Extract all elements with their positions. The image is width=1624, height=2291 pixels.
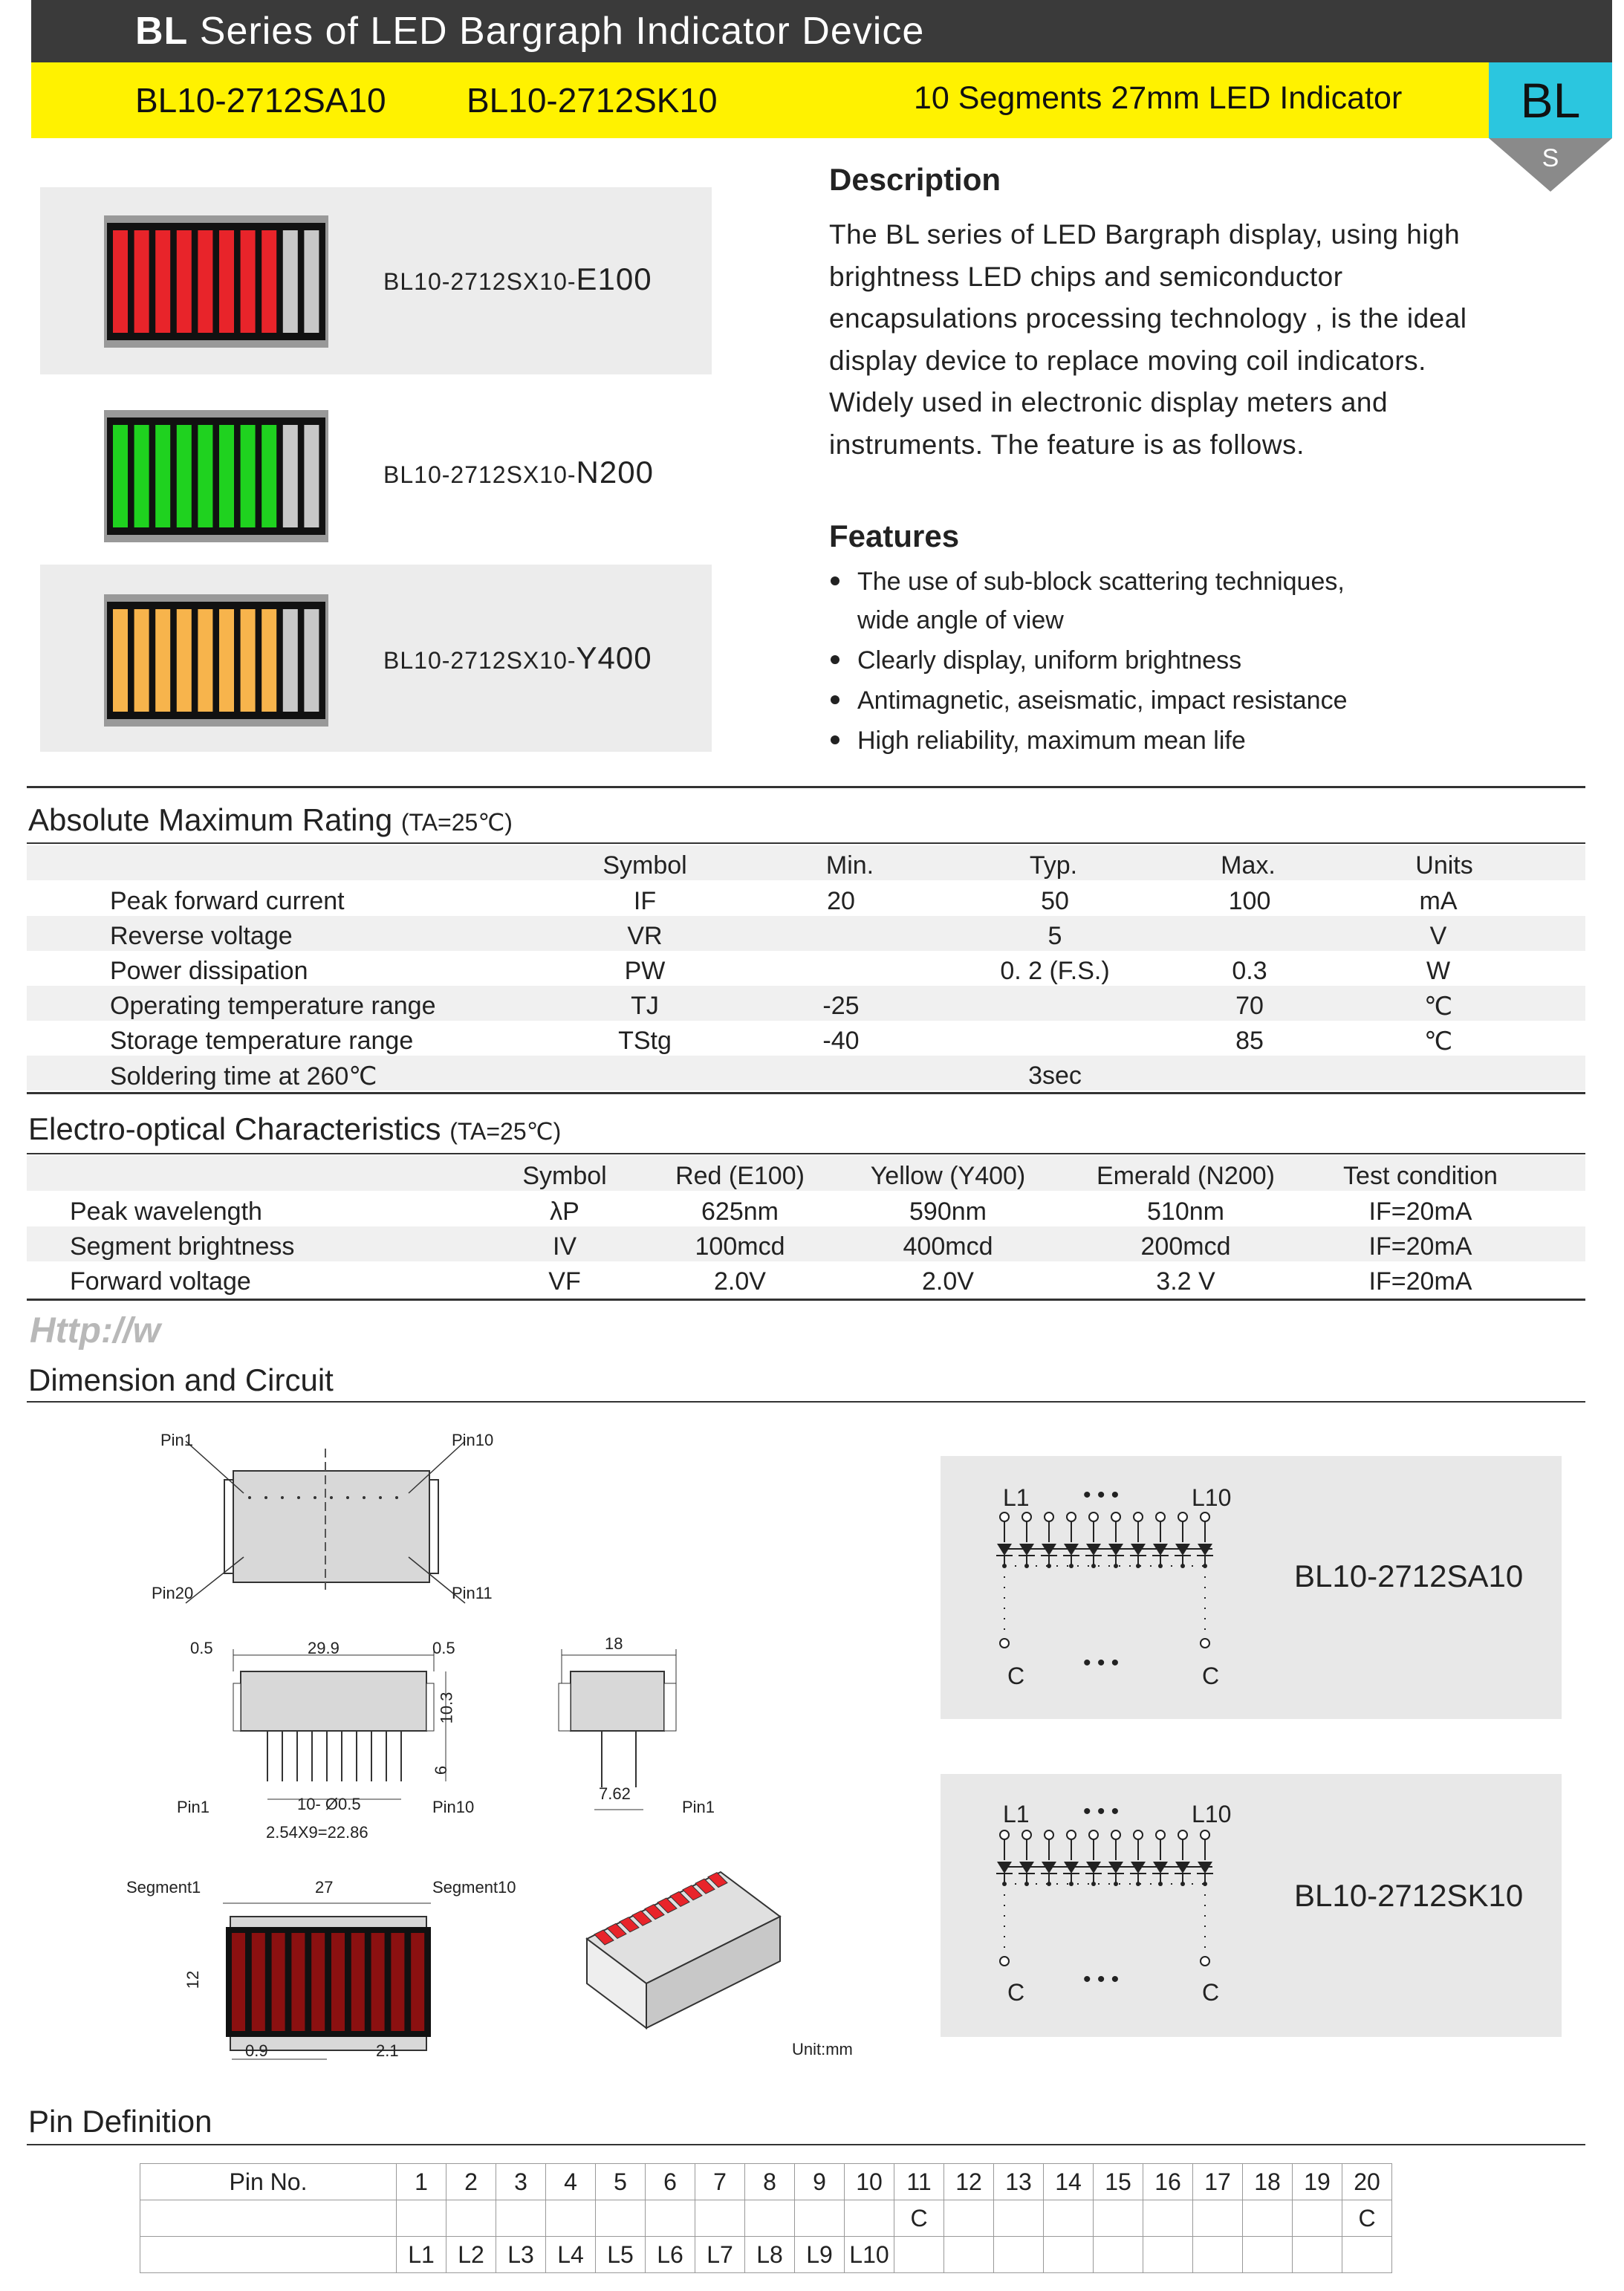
led-segment [262,609,276,712]
cell-min: -25 [822,992,860,1020]
table-bottom-rule [27,1092,1585,1094]
pin-row-label [140,2200,397,2237]
pin-cell [1193,2237,1243,2273]
led-segment [155,230,170,333]
cell-max: 0.3 [1232,957,1267,985]
cell-cond: IF=20mA [1368,1267,1472,1296]
led-segment [113,230,128,333]
pin-cell: L1 [397,2237,446,2273]
pin-cell [1243,2237,1293,2273]
pin-cell: 20 [1342,2164,1392,2200]
pin-cell [944,2200,994,2237]
section-rule [27,2144,1585,2145]
cell-param: Power dissipation [110,957,308,985]
page-title [135,9,924,53]
pin-cell: 19 [1293,2164,1342,2200]
pin-cell [994,2237,1044,2273]
led-segment [198,609,212,712]
led-segment [155,425,170,527]
pin-cell [745,2200,795,2237]
pin-cell: 1 [397,2164,446,2200]
led-segment [311,1933,325,2031]
electro-row [27,1226,1585,1261]
led-segment [252,1933,265,2031]
bullet-icon [831,576,839,585]
pin-cell: 5 [596,2164,646,2200]
abs-max-row [27,881,1585,916]
features-heading: Features [829,519,960,553]
led-segment [134,609,149,712]
abs-max-row [27,1056,1585,1091]
cell-param: Reverse voltage [110,922,293,950]
pin-cell: L6 [646,2237,695,2273]
circuit-l10-label: L10 [1192,1484,1232,1511]
variant-label-e100: BL10-2712SX10-E100 [383,261,652,296]
cell-red: 100mcd [695,1232,785,1261]
pin-terminal [1111,1512,1120,1521]
pin-cell: 6 [646,2164,695,2200]
pin-cell [695,2200,745,2237]
cell-typ: 0. 2 (F.S.) [1000,957,1110,985]
pin-cell [1143,2237,1193,2273]
series-badge: BL [1489,62,1612,138]
pin-cell [1342,2237,1392,2273]
segment1-label: Segment1 [126,1878,201,1897]
led-segment [241,230,256,333]
cell-emerald: 200mcd [1140,1232,1231,1261]
dim-762: 7.62 [599,1784,631,1803]
holes-dim: 10- Ø0.5 [297,1795,361,1813]
led-segment [134,230,149,333]
http-watermark: Http://w [30,1311,160,1351]
pin-terminal [1201,1830,1209,1839]
cell-param: Operating temperature range [110,992,436,1020]
pin-cell [1044,2237,1094,2273]
cell-symbol: IV [552,1232,577,1261]
abs-max-header-row: Symbol Min. Typ. Max. Units [27,845,1585,880]
cell-emerald: 510nm [1147,1198,1224,1226]
pin-cell: 12 [944,2164,994,2200]
dim-18: 18 [605,1634,623,1653]
pin-cell [845,2200,894,2237]
common-terminal [1201,1957,1209,1966]
cell-red: 625nm [701,1198,779,1226]
circuit-name-sk10: BL10-2712SK10 [1294,1878,1524,1913]
junction-dot [1114,1882,1118,1886]
pin-terminal [1134,1830,1143,1839]
cell-param: Storage temperature range [110,1027,414,1055]
led-segment [262,230,276,333]
pin-common-row [140,2200,1392,2237]
led-segment [177,425,192,527]
pin-cell: 10 [845,2164,894,2200]
pin-cell [1044,2200,1094,2237]
dim-6: 6 [432,1765,451,1775]
feature-item: The use of sub-block scattering techniques, [831,568,1345,597]
dim-09: 0.9 [245,2041,268,2060]
circuit-dots-bottom: • • • [1083,1967,1120,1992]
cell-min: 20 [827,887,855,915]
perspective-drawing [572,1857,795,2073]
pin-terminal [1178,1830,1187,1839]
pin-cell [646,2200,695,2237]
led-segment [371,1933,385,2031]
led-segment [219,609,234,712]
led-segment [304,609,319,712]
pin-cell [546,2200,596,2237]
dim-05-right: 0.5 [432,1639,455,1657]
pitch-dim: 2.54X9=22.86 [266,1823,368,1842]
bargraph-y400 [104,594,334,728]
abs-max-row [27,986,1585,1021]
title-text: Series of LED Bargraph Indicator Device [188,10,925,53]
electro-row [27,1192,1585,1226]
junction-dot [1091,1882,1096,1886]
led-segment [219,425,234,527]
badge-sub: S [1542,144,1559,172]
variant-label-y400: BL10-2712SX10-Y400 [383,640,652,675]
pin-cell: 11 [894,2164,944,2200]
circuit-l10-label: L10 [1192,1801,1232,1827]
cell-max: 100 [1228,887,1271,915]
led-segment [241,425,256,527]
junction-dot [1091,1564,1096,1568]
pin-cell [1143,2200,1193,2237]
cell-cond: IF=20mA [1368,1232,1472,1261]
pin-cell: L4 [546,2237,596,2273]
cell-symbol: IF [633,887,657,915]
end-pin1-label: Pin1 [682,1798,715,1816]
pin-cell: 7 [695,2164,745,2200]
cell-unit: ℃ [1423,992,1453,1021]
table-rule [27,842,1585,844]
description-text: The BL series of LED Bargraph display, using high brightness LED chips and semiconductor encapsulations processing technology , is the ideal display device to replace moving coil indicators. Widely used in electronic display meters and instruments. The feature is as follows. [829,219,1467,460]
circuit-c-right: C [1202,1979,1220,2006]
cell-param: Segment brightness [70,1232,295,1261]
cell-min: -40 [822,1027,860,1055]
cell-typ: 5 [1048,922,1062,950]
cell-cond: IF=20mA [1368,1198,1472,1226]
part-number-1: BL10-2712SA10 [135,81,386,120]
cell-unit: ℃ [1423,1027,1453,1056]
bullet-icon [831,735,839,744]
pin-terminal [1134,1512,1143,1521]
pin-terminal [1000,1830,1009,1839]
abs-max-row [27,951,1585,986]
pin-row-label: Pin No. [140,2164,397,2200]
part-number-2: BL10-2712SK10 [467,81,718,120]
electro-header-row: Symbol Red (E100) Yellow (Y400) Emerald (N200) Test condition [27,1156,1585,1191]
pin1-label: Pin1 [160,1431,194,1449]
feature-item: Antimagnetic, aseismatic, impact resistance [831,686,1347,715]
pin-cell: 4 [546,2164,596,2200]
led-segment [198,425,212,527]
pin-cell: L5 [596,2237,646,2273]
led-segment [283,425,298,527]
circuit-c-left: C [1007,1663,1025,1689]
pin-cell: C [1342,2200,1392,2237]
bargraph-n200 [104,410,334,544]
pin-cell: 16 [1143,2164,1193,2200]
pin-number-row [140,2164,1392,2200]
pin-cell: 15 [1094,2164,1143,2200]
circuit-l1-label: L1 [1003,1801,1030,1827]
feature-item: Clearly display, uniform brightness [831,646,1241,675]
abs-max-row [27,1021,1585,1056]
junction-dot [1114,1564,1118,1568]
cell-unit: mA [1419,887,1458,915]
table-bottom-rule [27,1299,1585,1301]
pin10-label: Pin10 [452,1431,494,1449]
pin-cell: 17 [1193,2164,1243,2200]
led-segment [283,230,298,333]
dimension-title: Dimension and Circuit [28,1362,334,1397]
cell-max: 70 [1235,992,1264,1020]
pin-cell: 3 [496,2164,546,2200]
pin-cell [1094,2200,1143,2237]
pin-terminal [1201,1512,1209,1521]
pin-cell [1293,2237,1342,2273]
led-segment [177,230,192,333]
pin-cell: 14 [1044,2164,1094,2200]
pin-segment-row [140,2237,1392,2273]
pin-cell: 9 [795,2164,845,2200]
led-segment [291,1933,305,2031]
led-segment [304,425,319,527]
title-brand: BL [135,10,189,53]
section-rule [27,786,1585,788]
pin-cell [496,2200,546,2237]
pin-cell: L7 [695,2237,745,2273]
led-segment [134,425,149,527]
cell-symbol: TStg [618,1027,672,1055]
pin-cell [1094,2237,1143,2273]
pin-cell [944,2237,994,2273]
pin-cell: 13 [994,2164,1044,2200]
pin-definition-title: Pin Definition [28,2104,212,2139]
led-segment [232,1933,245,2031]
pin-terminal [1045,1512,1053,1521]
pin-terminal [1156,1512,1165,1521]
pin-cell [446,2200,496,2237]
cell-param: Soldering time at 260℃ [110,1062,377,1091]
electro-row [27,1261,1585,1296]
description-heading: Description [829,162,1001,197]
unit-label: Unit:mm [792,2040,853,2058]
common-terminal [1201,1639,1209,1648]
pin-cell: L9 [795,2237,845,2273]
cell-yellow: 590nm [909,1198,987,1226]
led-segment [113,425,128,527]
circuit-dots: • • • [1083,1799,1120,1824]
pin-cell: L2 [446,2237,496,2273]
pin20-label: Pin20 [152,1584,194,1602]
pin-terminal [1089,1830,1098,1839]
cell-emerald: 3.2 V [1156,1267,1215,1296]
pin-table [140,2163,1392,2273]
variant-label-n200: BL10-2712SX10-N200 [383,455,654,490]
pin-terminal [1156,1830,1165,1839]
electro-title: Electro-optical Characteristics (TA=25℃) [28,1111,562,1146]
pin-terminal [1067,1830,1076,1839]
circuit-dots: • • • [1083,1483,1120,1507]
junction-dot [1069,1882,1074,1886]
dim-12: 12 [183,1970,203,1989]
circuit-dots-bottom: • • • [1083,1651,1120,1675]
led-segment [351,1933,365,2031]
led-segment [198,230,212,333]
led-segment [155,609,170,712]
pin11-label: Pin11 [452,1584,493,1602]
feature-item-continued: wide angle of view [857,606,1064,634]
pin-terminal [1022,1512,1031,1521]
led-segment [262,425,276,527]
cell-param: Forward voltage [70,1267,251,1296]
led-segment [331,1933,345,2031]
pin-cell [894,2237,944,2273]
dim-299: 29.9 [308,1639,340,1657]
feature-item: High reliability, maximum mean life [831,727,1246,755]
side-pin10-label: Pin10 [432,1798,475,1816]
circuit-l1-label: L1 [1003,1484,1030,1511]
led-segment [272,1933,285,2031]
dim-21: 2.1 [376,2041,399,2060]
pin-terminal [1111,1830,1120,1839]
pin-terminal [1089,1512,1098,1521]
led-segment [391,1933,404,2031]
cell-typ: 3sec [1028,1062,1082,1090]
cell-param: Peak forward current [110,887,345,915]
pin-terminal [1045,1830,1053,1839]
pin-cell [1193,2200,1243,2237]
bullet-icon [831,655,839,664]
pin-cell: L3 [496,2237,546,2273]
abs-max-row [27,916,1585,951]
side-pin1-label: Pin1 [177,1798,210,1816]
pin-cell [1243,2200,1293,2237]
circuit-c-left: C [1007,1979,1025,2006]
pin-cell: L8 [745,2237,795,2273]
front-view-drawing [178,1887,475,2073]
led-segment [113,609,128,712]
dim-103: 10.3 [437,1692,456,1724]
cell-symbol: PW [624,957,666,985]
led-segment [411,1933,424,2031]
circuit-name-sa10: BL10-2712SA10 [1294,1559,1524,1593]
led-segment [304,230,319,333]
section-rule [27,1401,1585,1403]
pin-cell [994,2200,1044,2237]
dim-27: 27 [315,1878,334,1897]
junction-dot [1069,1564,1074,1568]
cell-symbol: λP [550,1198,579,1226]
abs-max-title: Absolute Maximum Rating (TA=25℃) [28,802,513,837]
pin-cell: L10 [845,2237,894,2273]
bullet-icon [831,695,839,704]
led-segment [241,609,256,712]
cell-red: 2.0V [714,1267,766,1296]
cell-symbol: VF [548,1267,581,1296]
table-rule [27,1153,1585,1154]
pin-cell [397,2200,446,2237]
cell-symbol: TJ [631,992,659,1020]
pin-terminal [1178,1512,1187,1521]
pin-cell: 18 [1243,2164,1293,2200]
led-segment [219,230,234,333]
cell-unit: W [1426,957,1451,985]
pin-terminal [1022,1830,1031,1839]
side-view-drawing [171,1642,483,1820]
pin-cell [795,2200,845,2237]
cell-yellow: 400mcd [903,1232,993,1261]
dim-05-left: 0.5 [190,1639,213,1657]
pin-cell [1293,2200,1342,2237]
circuit-c-right: C [1202,1663,1220,1689]
led-segment [177,609,192,712]
cell-param: Peak wavelength [70,1198,262,1226]
cell-max: 85 [1235,1027,1264,1055]
common-terminal [1000,1639,1009,1648]
pin-cell: 8 [745,2164,795,2200]
pin-cell: 2 [446,2164,496,2200]
pin-terminal [1000,1512,1009,1521]
cell-typ: 50 [1041,887,1069,915]
pin-row-label [140,2237,397,2273]
pin-cell [596,2200,646,2237]
common-terminal [1000,1957,1009,1966]
segment10-label: Segment10 [432,1878,516,1897]
cell-symbol: VR [627,922,663,950]
pin-terminal [1067,1512,1076,1521]
header-subtitle: 10 Segments 27mm LED Indicator [914,80,1403,116]
bargraph-e100 [104,215,334,349]
cell-yellow: 2.0V [922,1267,974,1296]
pin-cell: C [894,2200,944,2237]
led-segment [283,609,298,712]
cell-unit: V [1429,922,1447,950]
